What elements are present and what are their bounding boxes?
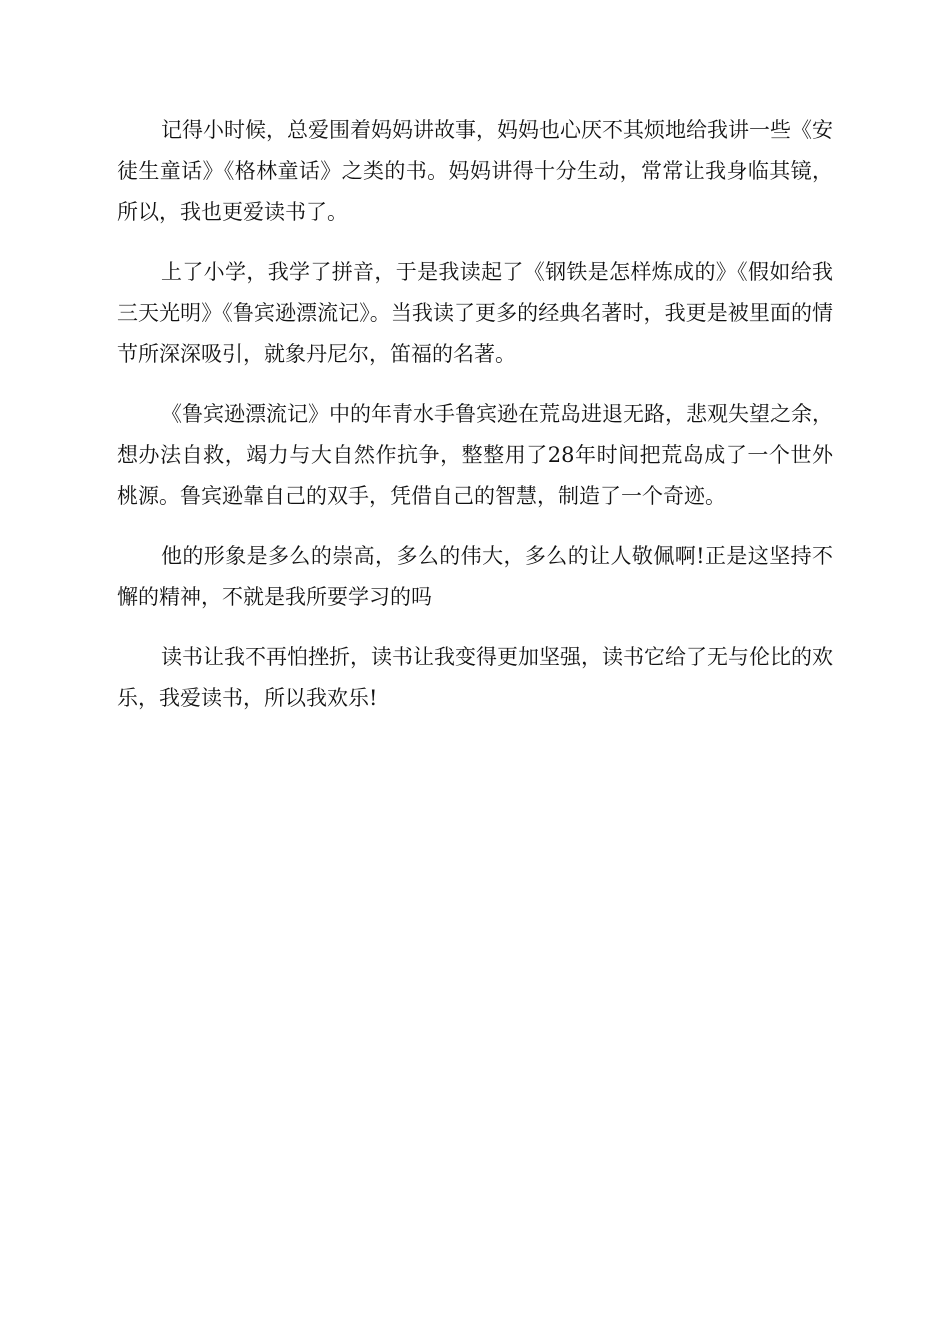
- paragraph-2: 上了小学，我学了拼音，于是我读起了《钢铁是怎样炼成的》《假如给我三天光明》《鲁宾逊漂流记》。当我读了更多的经典名著时，我更是被里面的情节所深深吸引，就象丹尼尔，笛福的名著。: [117, 260, 833, 366]
- document-body: [117, 110, 833, 738]
- paragraph-4: 他的形象是多么的崇高，多么的伟大，多么的让人敬佩啊!正是这坚持不懈的精神，不就是我所要学习的吗: [117, 544, 833, 609]
- paragraph-5: 读书让我不再怕挫折，读书让我变得更加坚强，读书它给了无与伦比的欢乐，我爱读书，所以我欢乐!: [117, 645, 833, 710]
- paragraph-3: 《鲁宾逊漂流记》中的年青水手鲁宾逊在荒岛进退无路，悲观失望之余，想办法自救，竭力与大自然作抗争，整整用了28年时间把荒岛成了一个世外桃源。鲁宾逊靠自己的双手，凭借自己的智慧，制造了一个奇迹。: [117, 402, 833, 508]
- paragraph-1: 记得小时候，总爱围着妈妈讲故事，妈妈也心厌不其烦地给我讲一些《安徒生童话》《格林童话》之类的书。妈妈讲得十分生动，常常让我身临其镜，所以，我也更爱读书了。: [117, 118, 833, 224]
